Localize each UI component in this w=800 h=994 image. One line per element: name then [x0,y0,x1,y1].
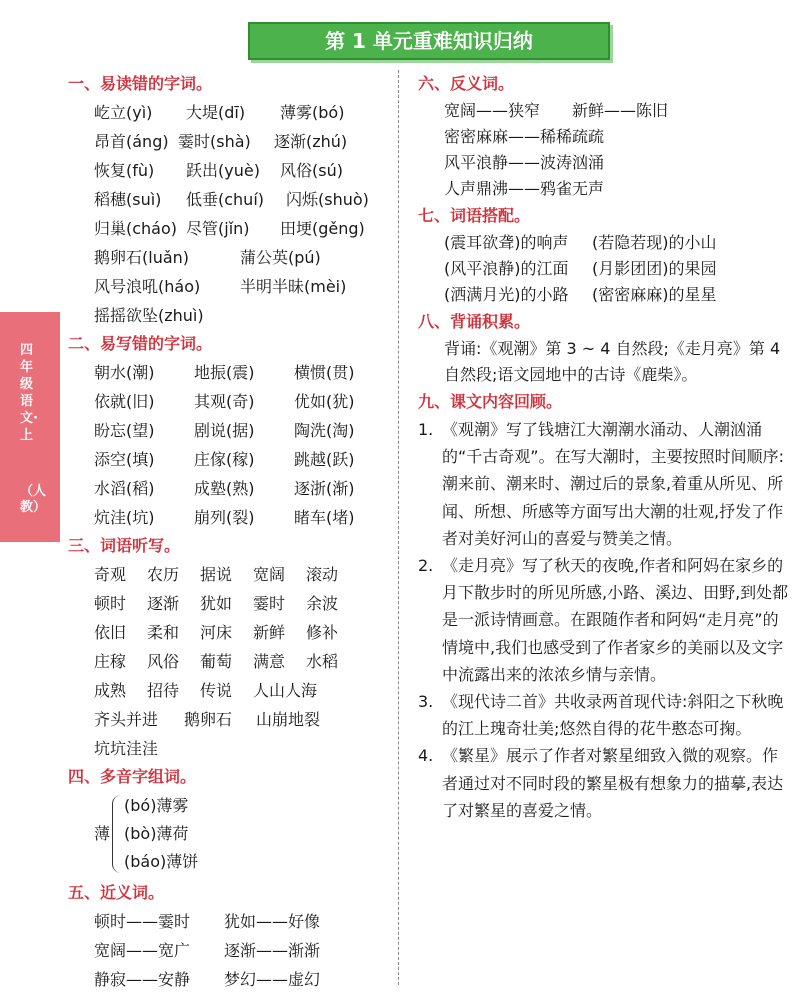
word-item: 新鲜——陈旧 [572,101,669,120]
word-item: 据说 [200,565,233,584]
word-item: 蒲公英(pú) [240,248,321,267]
word-row [68,185,390,214]
section-heading: 一、易读错的字词。 [68,74,213,93]
word-item: 修补 [306,623,339,642]
word-item: (风平浪静)的江面 [444,259,569,278]
section-heading: 六、反义词。 [418,74,515,93]
item-number: 2. [418,556,434,576]
word-item: 山崩地裂 [256,710,321,729]
word-item: 滚动 [306,565,339,584]
word-item: 大堤(dī) [186,103,246,122]
word-item: 成熟 [94,681,127,700]
word-row [68,301,390,330]
word-item: 风号浪吼(háo) [94,277,201,296]
word-item: 奇观 [94,565,127,584]
word-item: 优如(犹) [294,392,355,411]
word-row [68,416,390,445]
section-heading: 三、词语听写。 [68,536,181,555]
review-item [418,552,790,688]
word-item: 逐渐 [147,594,180,613]
section-heading: 七、词语搭配。 [418,206,531,225]
word-row [68,503,390,532]
word-item: 依就(旧) [94,392,155,411]
review-item [418,688,790,742]
word-item: 成塾(熟) [194,479,255,498]
recitation-text: 背诵:《观潮》第 3 ~ 4 自然段;《走月亮》第 4 自然段;语文园地中的古诗《鹿柴》。 [444,339,781,384]
word-item: 葡萄 [200,652,233,671]
word-item: 鹅卵石 [184,710,233,729]
word-item: 逐浙(渐) [294,479,355,498]
word-row [68,243,390,272]
item-number: 1. [418,420,434,439]
word-item: 尽管(jǐn) [186,219,250,238]
word-row [68,214,390,243]
word-item: 霎时(shà) [178,132,251,151]
word-item: 逐渐(zhú) [274,132,348,151]
review-item [418,416,790,552]
section-heading: 五、近义词。 [68,883,165,902]
section-heading: 四、多音字组词。 [68,767,197,786]
item-number: 3. [418,692,434,712]
word-item: 新鲜 [253,623,286,642]
word-row [418,282,790,308]
word-item: 昂首(áng) [94,132,169,151]
word-row [68,705,390,734]
word-item: 齐头并进 [94,710,159,729]
word-row [68,474,390,503]
polyphone-group [94,793,390,879]
word-row [418,176,790,202]
polyphone-option: (bò)薄荷 [124,824,189,843]
section-heading: 八、背诵积累。 [418,312,531,331]
item-text: 《走月亮》写了秋天的夜晚,作者和阿妈在家乡的月下散步时的所见所感,小路、溪边、田野,到处都是一派诗情画意。在跟随作者和阿妈“走月亮”的情境中,我们也感受到了作者家乡的美丽以及文字中流露出来的浓浓乡情与亲情。 [442,556,789,684]
word-item: (若隐若现)的小山 [592,233,717,252]
word-item: 风俗(sú) [280,161,343,180]
word-item: 田埂(gěng) [280,219,365,238]
polyphone-option: (báo)薄饼 [124,852,199,871]
word-item: 逐渐——渐渐 [224,941,321,960]
word-row [418,98,790,124]
page-title: 第 1 单元重难知识归纳 [248,22,610,60]
word-item: 横惯(贯) [294,363,355,382]
word-item: 鹅卵石(luǎn) [94,248,190,267]
item-text: 《繁星》展示了作者对繁星细致入微的观察。作者通过对不同时段的繁星极有想象力的描摹,表达了对繁星的喜爱之情。 [442,746,784,820]
column-divider [398,70,399,985]
word-row [68,272,390,301]
word-item: 人声鼎沸——鸦雀无声 [444,179,605,198]
word-item: 坑坑洼洼 [94,739,159,758]
word-item: 宽阔——狭窄 [444,101,541,120]
word-item: 跃出(yuè) [186,161,260,180]
word-item: 盼忘(望) [94,421,155,440]
word-item: 摇摇欲坠(zhuì) [94,306,204,325]
word-row [68,156,390,185]
word-item: 归巢(cháo) [94,219,178,238]
right-column [418,70,790,824]
word-item: 人山人海 [253,681,318,700]
word-item: 宽阔 [253,565,286,584]
word-row [68,98,390,127]
word-item: 地振(震) [194,363,255,382]
word-item: 依旧 [94,623,127,642]
left-column [68,70,390,994]
word-row [68,560,390,589]
word-item: 朝水(潮) [94,363,155,382]
word-row [68,647,390,676]
word-item: 睹车(堵) [294,508,355,527]
brace-symbol [112,795,121,873]
word-item: 闪烁(shuò) [286,190,369,209]
word-item: 犹如 [200,594,233,613]
word-item: 静寂——安静 [94,970,191,989]
word-item: 柔和 [147,623,180,642]
word-item: 水滔(稻) [94,479,155,498]
word-item: 农历 [147,565,180,584]
word-item: (洒满月光)的小路 [444,285,569,304]
word-item: 顿时 [94,594,127,613]
word-item: 招待 [147,681,180,700]
word-item: 庄傢(稼) [194,450,255,469]
word-item: 满意 [253,652,286,671]
side-tab [0,312,60,542]
word-item: 庄稼 [94,652,127,671]
word-row [68,734,390,763]
word-item: 薄雾(bó) [280,103,345,122]
word-item: 稻穗(suì) [94,190,162,209]
item-text: 《现代诗二首》共收录两首现代诗:斜阳之下秋晚的江上瑰奇壮美;悠然自得的花牛憨态可掬。 [442,692,784,739]
item-text: 《观潮》写了钱塘江大潮潮水涌动、人潮汹涌的“千古奇观”。在写大潮时，主要按照时间顺序:潮来前、潮来时、潮过后的景象,着重从所见、所闻、所想、所感等方面写出大潮的壮观,抒发了作者对美好河山的喜爱与赞美之情。 [442,420,784,548]
word-item: 河床 [200,623,233,642]
word-row [68,676,390,705]
word-item: 低垂(chuí) [186,190,265,209]
word-item: 梦幻——虚幻 [224,970,321,989]
word-row [68,358,390,387]
word-row [68,907,390,936]
word-row [418,256,790,282]
word-item: 密密麻麻——稀稀疏疏 [444,127,605,146]
word-item: 跳越(跃) [294,450,355,469]
word-item: 炕洼(坑) [94,508,155,527]
polyphone-char: 薄 [94,824,111,843]
word-item: (密密麻麻)的星星 [592,285,717,304]
word-item: 添空(填) [94,450,155,469]
word-item: 犹如——好像 [224,912,321,931]
section-heading: 二、易写错的字词。 [68,334,213,353]
word-item: 余波 [306,594,339,613]
word-item: 恢复(fù) [94,161,155,180]
word-item: 霎时 [253,594,286,613]
item-number: 4. [418,746,434,766]
word-row [68,589,390,618]
word-row [68,387,390,416]
word-item: 剧说(据) [194,421,255,440]
review-item [418,742,790,824]
word-item: 水稻 [306,652,339,671]
word-row [68,445,390,474]
word-item: 屹立(yì) [94,103,153,122]
word-item: 风俗 [147,652,180,671]
word-item: 风平浪静——波涛汹涌 [444,153,605,172]
word-row [68,936,390,965]
side-tab-publisher: （人教） [20,484,47,515]
word-item: 顿时——霎时 [94,912,191,931]
polyphone-option: (bó)薄雾 [124,796,189,815]
word-row [68,618,390,647]
word-row [418,124,790,150]
word-item: 传说 [200,681,233,700]
section-heading: 九、课文内容回顾。 [418,392,563,411]
word-item: 半明半昧(mèi) [240,277,347,296]
word-item: 宽阔——宽广 [94,941,191,960]
word-item: (月影团团)的果园 [592,259,717,278]
word-row [418,230,790,256]
word-item: (震耳欲聋)的响声 [444,233,569,252]
word-row [418,150,790,176]
side-tab-grade: 四年级语文·上 [20,343,38,443]
word-row [68,127,390,156]
word-item: 陶洗(淘) [294,421,355,440]
word-item: 崩列(裂) [194,508,255,527]
word-item: 其观(奇) [194,392,255,411]
